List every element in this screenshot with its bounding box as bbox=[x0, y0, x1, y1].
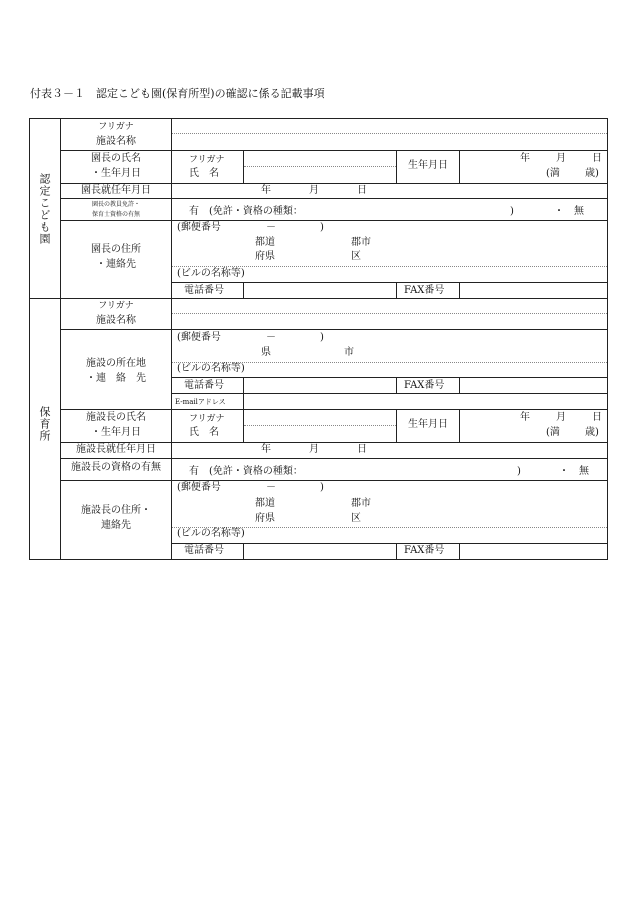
hoiku-postal-dash: － bbox=[266, 332, 276, 343]
facility-name-label: 施設名称 bbox=[96, 136, 136, 147]
chief-age-open: (満 bbox=[546, 427, 560, 438]
birth-day-unit: 日 bbox=[592, 153, 602, 164]
qualification-value: 有 (免許・資格の種類： bbox=[189, 466, 303, 477]
chief-postal-dash: － bbox=[266, 482, 276, 493]
section-label-hoikusho: 保育所 bbox=[38, 406, 51, 442]
chief-tel-label: 電話番号 bbox=[184, 545, 224, 556]
page-title: 付表３－１ 認定こども園(保育所型)の確認に係る記載事項 bbox=[30, 87, 325, 100]
chief-city-gunshi: 郡市 bbox=[351, 498, 371, 509]
chief-prefecture-todo: 都道 bbox=[255, 498, 275, 509]
chief-age-close: 歳) bbox=[585, 427, 599, 438]
director-address-label-2: ・連絡先 bbox=[96, 259, 136, 270]
postal-dash: － bbox=[266, 222, 276, 233]
chief-postal-label: (郵便番号 bbox=[177, 482, 221, 493]
age-open: (満 bbox=[546, 168, 560, 179]
shi-label: 市 bbox=[344, 347, 354, 358]
location-label-2: ・連 絡 先 bbox=[86, 373, 146, 384]
hoiku-tel-label: 電話番号 bbox=[184, 380, 224, 391]
chief-birth-month-unit: 月 bbox=[556, 412, 566, 423]
director-shimei-label: 氏 名 bbox=[189, 168, 219, 179]
qualification-close: ) bbox=[517, 466, 521, 477]
birth-month-unit: 月 bbox=[556, 153, 566, 164]
hoiku-fax-label: FAX番号 bbox=[404, 380, 445, 391]
appointed-year-unit: 年 bbox=[261, 185, 271, 196]
hoiku-postal-close: ) bbox=[320, 332, 324, 343]
chief-birth-year-unit: 年 bbox=[520, 412, 530, 423]
ken-label: 県 bbox=[261, 347, 271, 358]
fax-label: FAX番号 bbox=[404, 285, 445, 296]
license-close: ) bbox=[510, 206, 514, 217]
appointed-date-label: 園長就任年月日 bbox=[81, 185, 151, 196]
location-label-1: 施設の所在地 bbox=[86, 358, 146, 369]
prefecture-fuken: 府県 bbox=[255, 251, 275, 262]
chief-building-label: (ビルの名称等) bbox=[177, 528, 245, 539]
chief-birthdate-label: 生年月日 bbox=[408, 419, 448, 430]
tel-label: 電話番号 bbox=[184, 285, 224, 296]
postal-label: (郵便番号 bbox=[177, 222, 221, 233]
hoiku-building-label: (ビルの名称等) bbox=[177, 363, 245, 374]
ward-ku: 区 bbox=[351, 251, 361, 262]
qualification-none: ・ 無 bbox=[559, 466, 589, 477]
chief-ward-ku: 区 bbox=[351, 513, 361, 524]
chief-address-label-2: 連絡先 bbox=[101, 520, 131, 531]
birthdate-label: 生年月日 bbox=[408, 160, 448, 171]
chief-appointed-label: 施設長就任年月日 bbox=[76, 444, 156, 455]
chief-address-label-1: 施設長の住所・ bbox=[81, 505, 151, 516]
chief-furigana-label: フリガナ bbox=[189, 414, 225, 424]
director-name-label: 園長の氏名 bbox=[91, 153, 141, 164]
chief-prefecture-fuken: 府県 bbox=[255, 513, 275, 524]
qualification-label: 施設長の資格の有無 bbox=[71, 462, 161, 473]
chief-postal-close: ) bbox=[320, 482, 324, 493]
license-none: ・ 無 bbox=[554, 206, 584, 217]
chief-birth-label: ・生年月日 bbox=[91, 427, 141, 438]
director-address-label-1: 園長の住所 bbox=[91, 244, 141, 255]
hoiku-furigana-label: フリガナ bbox=[98, 301, 134, 311]
chief-appointed-day: 日 bbox=[357, 444, 367, 455]
prefecture-todo: 都道 bbox=[255, 237, 275, 248]
furigana-label: フリガナ bbox=[98, 122, 134, 132]
birth-year-unit: 年 bbox=[520, 153, 530, 164]
chief-fax-label: FAX番号 bbox=[404, 545, 445, 556]
age-close: 歳) bbox=[585, 168, 599, 179]
director-birth-label: ・生年月日 bbox=[91, 168, 141, 179]
director-furigana-label: フリガナ bbox=[189, 155, 225, 165]
license-label-1: 園長の教員免許・ bbox=[91, 201, 140, 208]
postal-close: ) bbox=[320, 222, 324, 233]
appointed-day-unit: 日 bbox=[357, 185, 367, 196]
chief-appointed-month: 月 bbox=[309, 444, 319, 455]
hoiku-facility-name-label: 施設名称 bbox=[96, 315, 136, 326]
chief-shimei-label: 氏 名 bbox=[189, 427, 219, 438]
chief-appointed-year: 年 bbox=[261, 444, 271, 455]
license-value: 有 (免許・資格の種類： bbox=[189, 206, 303, 217]
form-table bbox=[29, 118, 608, 560]
hoiku-postal-label: (郵便番号 bbox=[177, 332, 221, 343]
email-label: E-mailアドレス bbox=[175, 398, 226, 406]
building-label: (ビルの名称等) bbox=[177, 268, 245, 279]
city-gunshi: 郡市 bbox=[351, 237, 371, 248]
license-label-2: 保育士資格の有無 bbox=[91, 211, 140, 218]
chief-birth-day-unit: 日 bbox=[592, 412, 602, 423]
chief-name-label: 施設長の氏名 bbox=[86, 412, 146, 423]
appointed-month-unit: 月 bbox=[309, 185, 319, 196]
section-label-kodomoen: 認定こども園 bbox=[38, 173, 51, 245]
